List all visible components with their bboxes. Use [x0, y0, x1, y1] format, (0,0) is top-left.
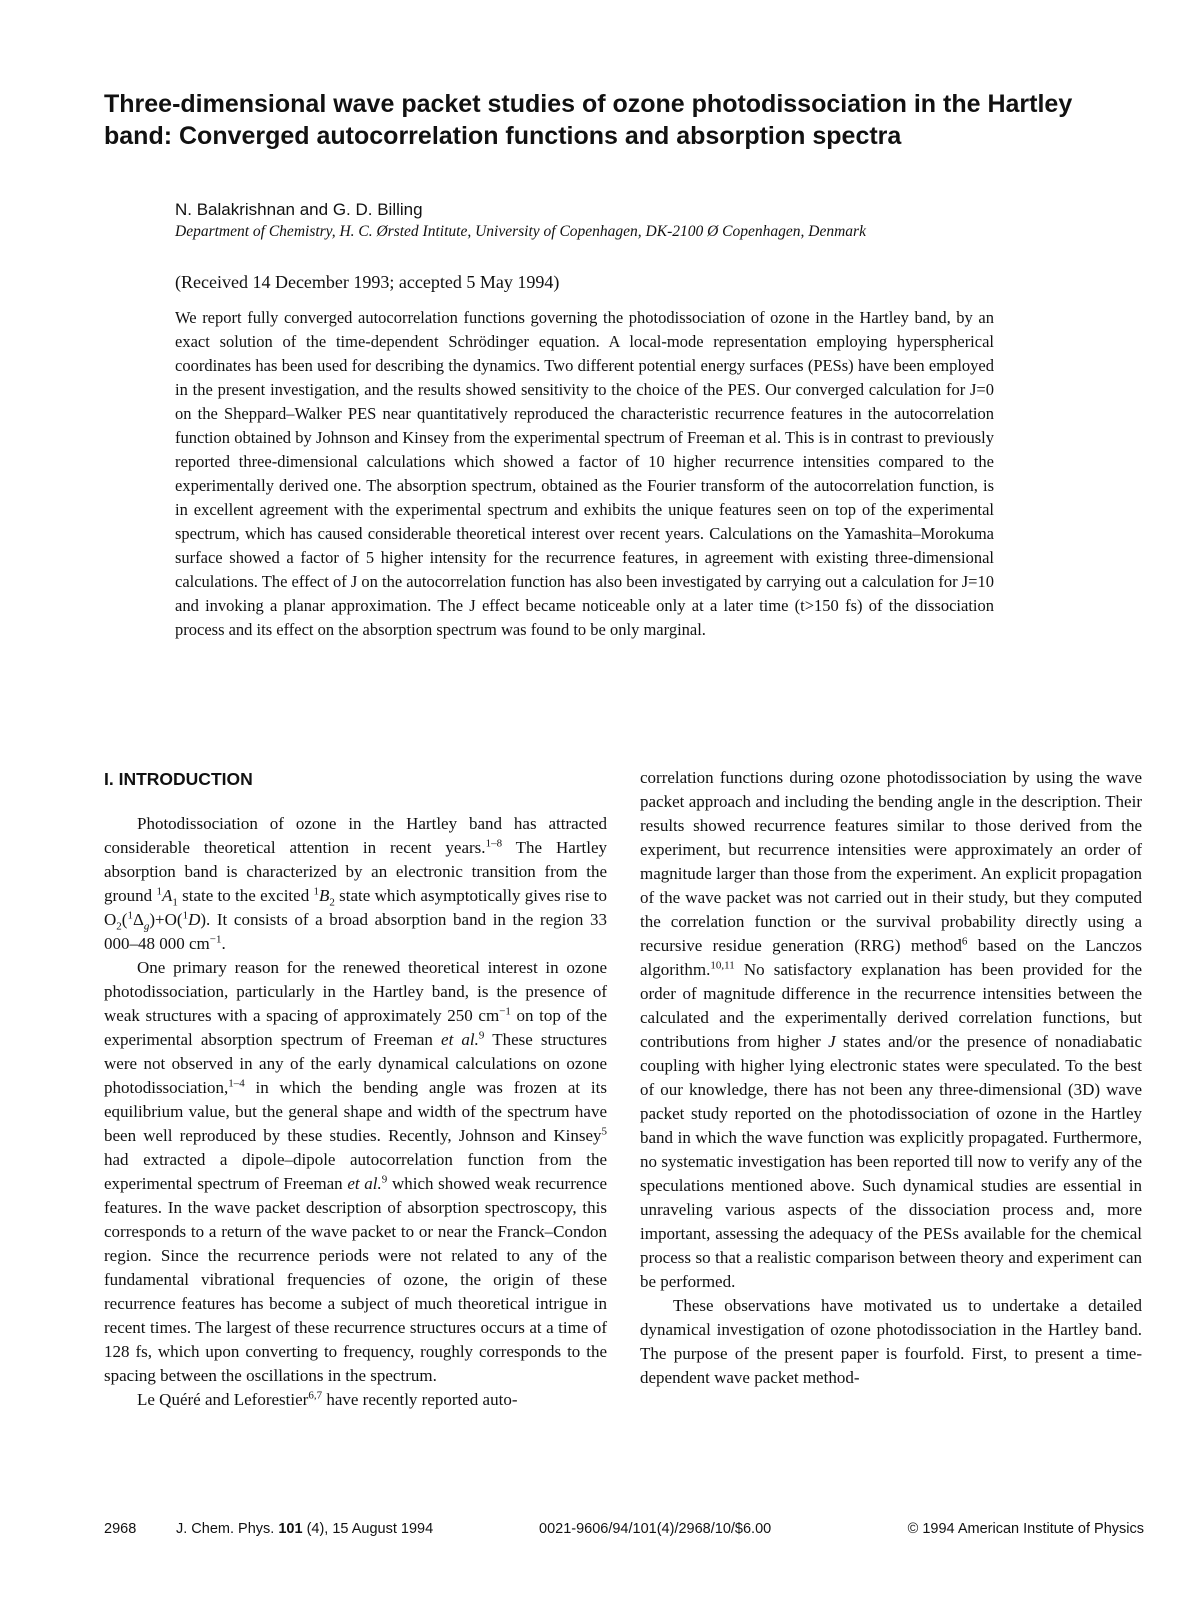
- journal-volume: 101: [278, 1521, 303, 1537]
- paper-title: Three-dimensional wave packet studies of ozone photodissociation in the Hartley band: Converged autocorrelation functions and absorption spectra: [104, 90, 1073, 150]
- page-footer: [104, 1521, 1144, 1543]
- received-dates: (Received 14 December 1993; accepted 5 May 1994): [175, 272, 560, 292]
- copyright: © 1994 American Institute of Physics: [907, 1521, 1144, 1537]
- paragraph: Le Quéré and Leforestier$^{6,7}$ have recently reported auto-: [137, 1389, 518, 1409]
- journal-citation: [176, 1521, 433, 1537]
- abstract: We report fully converged autocorrelation functions governing the photodissociation of ozone in the Hartley band, by an exact solution of the time-dependent Schrödinger equation. A local-mode representation employing hyperspherical coordinates has been used for describing the dynamics. Two different potential energy surfaces (PESs) have been employed in the present investigation, and the results showed sensitivity to the choice of the PES. Our converged calculation for J=0 on the Sheppard–Walker PES near quantitatively reproduced the characteristic recurrence features in the autocorrelation function obtained by Johnson and Kinsey from the experimental spectrum of Freeman et al. This is in contrast to previously reported three-dimensional calculations which showed a factor of 10 higher recurrence intensities compared to the experimentally derived one. The absorption spectrum, obtained as the Fourier transform of the autocorrelation function, is in excellent agreement with the experimental spectrum and exhibits the unique features seen on top of the experimental spectrum, which has caused considerable theoretical interest over recent years. Calculations on the Yamashita–Morokuma surface showed a factor of 5 higher intensity for the recurrence features, in agreement with existing three-dimensional calculations. The effect of J on the autocorrelation function has also been investigated by carrying out a calculation for J=10 and invoking a planar approximation. The J effect became noticeable only at a later time (t>150 fs) of the dissociation process and its effect on the absorption spectrum was found to be only marginal.: [175, 308, 994, 639]
- left-column: [104, 766, 607, 1412]
- right-column: [640, 766, 1142, 1390]
- author-list: N. Balakrishnan and G. D. Billing: [175, 200, 423, 219]
- section-heading: I. INTRODUCTION: [104, 769, 253, 789]
- paragraph: One primary reason for the renewed theoretical interest in ozone photodissociation, particularly in the Hartley band, is the presence of weak structures with a spacing of approximately 250 $cm^{-1}$ on top of the experimental absorption spectrum of Freeman et al.$^9$ These structures were not observed in any of the early dynamical calculations on ozone photodissociation,$^{1-4}$ in which the bending angle was frozen at its equilibrium value, but the general shape and width of the spectrum have been well reproduced by these studies. Recently, Johnson and Kinsey$^5$ had extracted a dipole–dipole autocorrelation function from the experimental spectrum of Freeman et al.$^9$ which showed weak recurrence features. In the wave packet description of absorption spectroscopy, this corresponds to a return of the wave packet to or near the Franck–Condon region. Since the recurrence periods were not related to any of the fundamental vibrational frequencies of ozone, the origin of these recurrence features has become a subject of much theoretical intrigue in recent times. The largest of these recurrence structures occurs at a time of 128 fs, which upon converting to frequency, roughly corresponds to the spacing between the oscillations in the spectrum.: [104, 958, 608, 1385]
- journal-issue: (4), 15 August 1994: [306, 1521, 434, 1537]
- affiliation: Department of Chemistry, H. C. Ørsted Intitute, University of Copenhagen, DK-2100 Ø Copenhagen, Denmark: [175, 223, 866, 240]
- article-code: 0021-9606/94/101(4)/2968/10/$6.00: [539, 1521, 772, 1537]
- journal-name: J. Chem. Phys.: [176, 1521, 275, 1537]
- paragraph: Photodissociation of ozone in the Hartley band has attracted considerable theoretical attention in recent years.$^{1-8}$ The Hartley absorption band is characterized by an electronic transition from the ground $^1A_1$ state to the excited $^1B_2$ state which asymptotically gives rise to $O_2(^1\Delta_g)+O(^1D)$. It consists of a broad absorption band in the region 33 000–48 000 $cm^{-1}$.: [104, 814, 607, 953]
- paragraph: correlation functions during ozone photodissociation by using the wave packet approach and including the bending angle in the description. Their results showed recurrence features similar to those derived from the experiment, but recurrence intensities were approximately an order of magnitude larger than those from the experiment. An explicit propagation of the wave packet was not carried out in their study, but they computed the correlation function or the survival probability directly using a recursive residue generation (RRG) method$^6$ based on the Lanczos algorithm.$^{10,11}$ No satisfactory explanation has been provided for the order of magnitude difference in the recurrence intensities between the calculated and the experimentally derived correlation functions, but contributions from higher J states and/or the presence of nonadiabatic coupling with higher lying electronic states were speculated. To the best of our knowledge, there has not been any three-dimensional (3D) wave packet study reported on the photodissociation of ozone in the Hartley band in which the wave function was explicitly propagated. Furthermore, no systematic investigation has been reported till now to verify any of the speculations mentioned above. Such dynamical studies are essential in unraveling various aspects of the dissociation process and, more important, assessing the adequacy of the PESs available for the chemical process so that a realistic comparison between theory and experiment can be performed.: [640, 768, 1142, 1291]
- page-number: 2968: [104, 1521, 137, 1537]
- paragraph: These observations have motivated us to undertake a detailed dynamical investigation of ozone photodissociation in the Hartley band. The purpose of the present paper is fourfold. First, to present a time-dependent wave packet method-: [640, 1296, 1142, 1387]
